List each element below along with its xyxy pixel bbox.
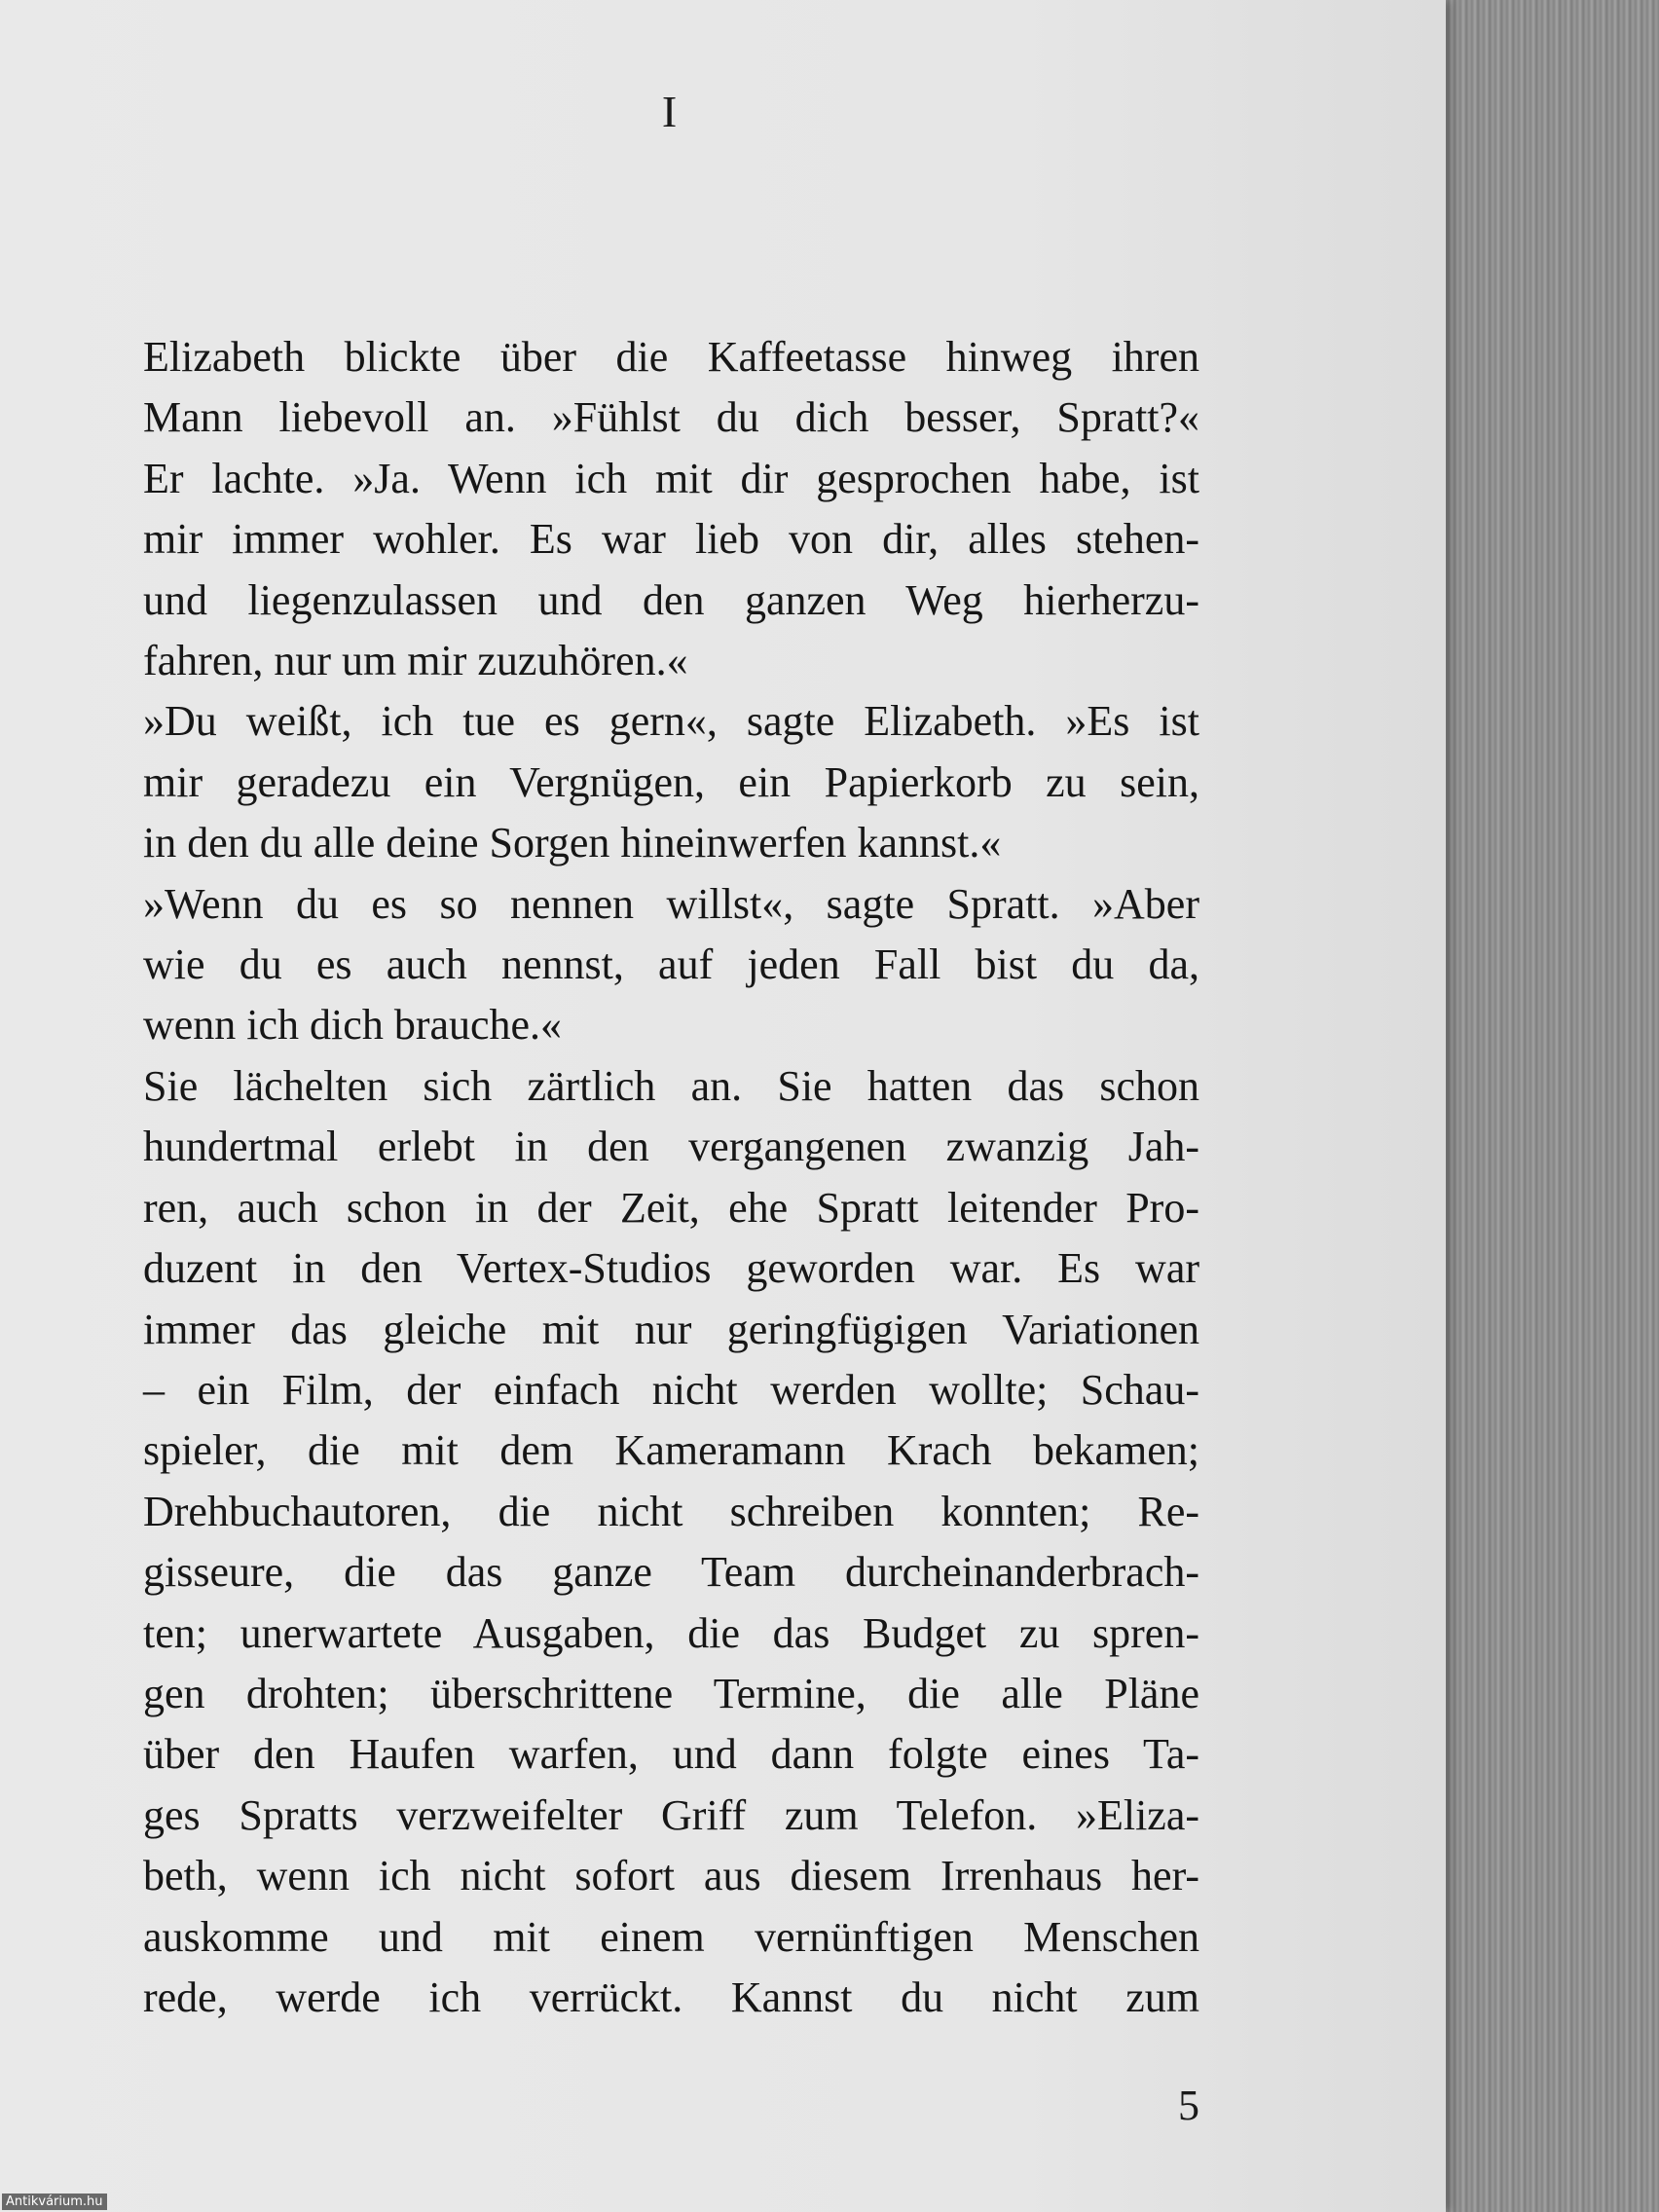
text-line: ges Spratts verzweifelter Griff zum Telefon. »Eliza- [143, 1790, 1199, 1839]
text-line: beth, wenn ich nicht sofort aus diesem Irrenhaus her- [143, 1852, 1199, 1900]
body-text [143, 327, 1199, 2028]
text-line: ren, auch schon in der Zeit, ehe Spratt leitender Pro- [143, 1183, 1199, 1232]
text-line: Sie lächelten sich zärtlich an. Sie hatten das schon [143, 1061, 1199, 1110]
text-line: immer das gleiche mit nur geringfügigen Variationen [143, 1305, 1199, 1353]
text-line: über den Haufen warfen, und dann folgte eines Ta- [143, 1730, 1199, 1779]
watermark: Antikvárium.hu [2, 2194, 107, 2210]
text-line: Er lachte. »Ja. Wenn ich mit dir gesprochen habe, ist [143, 454, 1199, 502]
text-line: duzent in den Vertex-Studios geworden war. Es war [143, 1244, 1199, 1293]
background-surface [1431, 0, 1659, 2212]
chapter-number: I [661, 87, 678, 136]
text-line: hundertmal erlebt in den vergangenen zwanzig Jah- [143, 1123, 1199, 1171]
text-line: ten; unerwartete Ausgaben, die das Budget zu spren- [143, 1608, 1199, 1657]
text-line: wie du es auch nennst, auf jeden Fall bist du da, [143, 940, 1199, 989]
text-line: mir immer wohler. Es war lieb von dir, alles stehen- [143, 515, 1199, 564]
text-line: auskomme und mit einem vernünftigen Menschen [143, 1912, 1199, 1961]
text-line: mir geradezu ein Vergnügen, ein Papierkorb zu sein, [143, 757, 1199, 806]
text-line: rede, werde ich verrückt. Kannst du nicht zum [143, 1972, 1199, 2021]
text-line: Drehbuchautoren, die nicht schreiben konnten; Re- [143, 1487, 1199, 1535]
text-line: spieler, die mit dem Kameramann Krach bekamen; [143, 1426, 1199, 1475]
text-line: und liegenzulassen und den ganzen Weg hierherzu- [143, 575, 1199, 624]
text-line: wenn ich dich brauche.« [143, 1001, 563, 1050]
text-line: »Du weißt, ich tue es gern«, sagte Elizabeth. »Es ist [143, 697, 1199, 746]
text-line: gisseure, die das ganze Team durcheinanderbrach- [143, 1548, 1199, 1597]
text-line: fahren, nur um mir zuzuhören.« [143, 637, 688, 685]
text-line: Mann liebevoll an. »Fühlst du dich besser, Spratt?« [143, 393, 1199, 442]
text-line: »Wenn du es so nennen willst«, sagte Spratt. »Aber [143, 879, 1199, 928]
text-line: in den du alle deine Sorgen hineinwerfen kannst.« [143, 819, 1002, 867]
page-number: 5 [1178, 2082, 1199, 2129]
text-line: – ein Film, der einfach nicht werden wollte; Schau- [143, 1365, 1199, 1414]
text-line: Elizabeth blickte über die Kaffeetasse hinweg ihren [143, 333, 1199, 381]
text-line: gen drohten; überschrittene Termine, die alle Pläne [143, 1669, 1199, 1717]
